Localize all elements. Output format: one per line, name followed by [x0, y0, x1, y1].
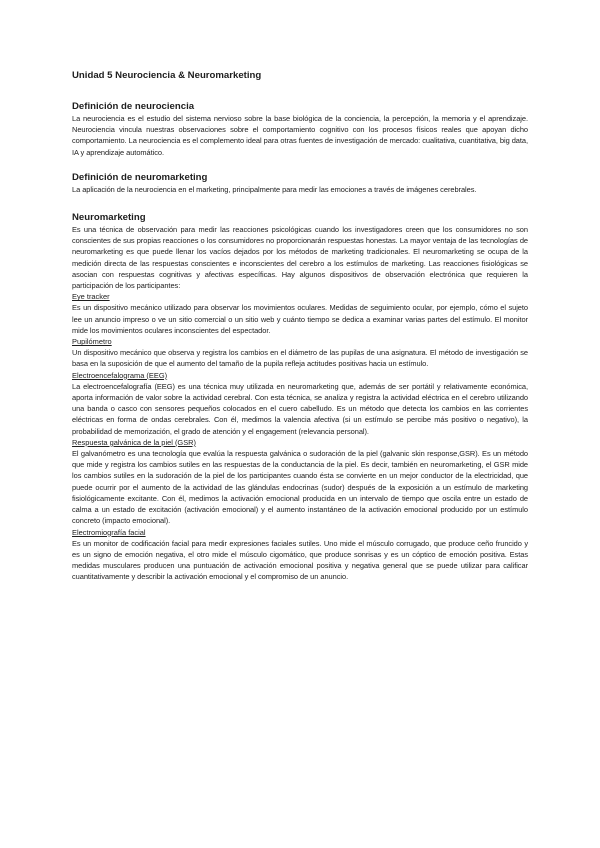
device-heading-gsr: Respuesta galvánica de la piel (GSR)	[72, 437, 197, 447]
device-heading-pupilometro: Pupilómetro	[72, 337, 112, 347]
section-title-neuromarketing-def: Definición de neuromarketing	[72, 171, 208, 183]
device-text-electromiografia: Es un monitor de codificación facial para medir expresiones faciales sutiles. Uno mide el músculo corrugado, que produce ceño fruncido y es un signo de emoción negativa, el otro mide el músculo cigomático, que produce sonrisas y es un cóptico de emoción positiva. Estas medidas musculares producen una puntuación de activación emocional positiva y negativa general que se puede utilizar para calificar cuantitativamente y describir la activación emocional y el compromiso de un anuncio.	[72, 538, 528, 582]
device-text-eye-tracker: Es un dispositivo mecánico utilizado para observar los movimientos oculares. Medidas de seguimiento ocular, por ejemplo, cómo el sujeto lee un anuncio impreso o ve un sitio comercial o un sitio web y cuánto tiempo se dedica a examinar varias partes del estímulo. El monitor mide los movimientos oculares inconscientes del espectador.	[72, 303, 528, 335]
device-heading-eye-tracker: Eye tracker	[72, 292, 110, 302]
section-title-neuromarketing: Neuromarketing	[72, 212, 146, 224]
paragraph-neurociencia: La neurociencia es el estudio del sistema nervioso sobre la base biológica de la conciencia, la percepción, la memoria y el aprendizaje. Neurociencia vincula nuestras observaciones sobre el comportamiento cognitivo con los procesos físicos reales que apoyan dicho comportamiento. La neurociencia es el complemento ideal para otras fuentes de investigación de mercado: cualitativa, cuantitativa, big data, IA y aprendizaje automático.	[72, 114, 528, 157]
device-heading-electromiografia: Electromiografía facial	[72, 527, 146, 537]
device-text-pupilometro: Un dispositivo mecánico que observa y registra los cambios en el diámetro de las pupilas de una asignatura. El método de investigación se basa en la suposición de que el aumento del tamaño de la pupila refleja actitudes positivas hacia un estímulo.	[72, 348, 528, 369]
device-text-eeg: La electroencefalografía (EEG) es una técnica muy utilizada en neuromarketing que, además de ser portátil y relativamente económica, aporta información de valor sobre la actividad cerebral. Con esta técnica, se analiza y registra la actividad eléctrica en el cerebro utilizando una banda o casco con sensores pequeños colocados en el cuero cabelludo. Es un método que detecta los cambios en las corrientes eléctricas en forma de ondas cerebrales. Con él, medimos la valencia afectiva (si un estímulo se percibe más positivo o negativo), la probabilidad de memorización, el grado de atención y el engagement (relevancia personal).	[72, 381, 528, 436]
paragraph-neuromarketing: Es una técnica de observación para medir las reacciones psicológicas cuando los investigadores creen que los consumidores no son conscientes de sus propias reacciones o los consumidores no proporcionarán respuestas honestas. La mayor ventaja de las tecnologías de neuromarketing es que puede llenar los vacíos dejados por los métodos de marketing tradicionales. El neuromarketing se ocupa de la medición directa de las respuestas conscientes e inconscientes del cerebro a los estímulos de marketing. Las reacciones fisiológicas se asocian con respuestas cognitivas y afectivas específicas. Hay algunos dispositivos de observación electrónica que requieren la participación de los participantes:	[72, 225, 528, 291]
unit-title: Unidad 5 Neurociencia & Neuromarketing	[72, 70, 262, 81]
section-title-neurociencia: Definición de neurociencia	[72, 101, 195, 112]
document-page	[72, 70, 528, 583]
device-heading-eeg: Electroencefalograma (EEG)	[72, 370, 168, 380]
paragraph-neuromarketing-def: La aplicación de la neurociencia en el marketing, principalmente para medir las emociones a través de imágenes cerebrales.	[72, 184, 477, 194]
device-text-gsr: El galvanómetro es una tecnología que evalúa la respuesta galvánica o sudoración de la piel (galvanic skin response,GSR). Es un método que mide y registra los cambios sutiles en las respuestas de la conductancia de la piel. Es decir, también en neuromarketing, el GSR mide los cambios sutiles en la sudoración de la piel de los participantes cuando ésta se convierte en un mejor conductor de la electricidad, que puede ocurrir por el aumento de la actividad de las glándulas endocrinas (sudor) después de la exposición a un estímulo de marketing fisiológicamente excitante. Con él, medimos la activación emocional producida en un intervalo de tiempo que oscila entre un estado de calma a un estado de excitación (activación emocional) y el aumento instantáneo de la activación emocional producido por un estímulo concreto (impacto emocional).	[72, 449, 528, 526]
